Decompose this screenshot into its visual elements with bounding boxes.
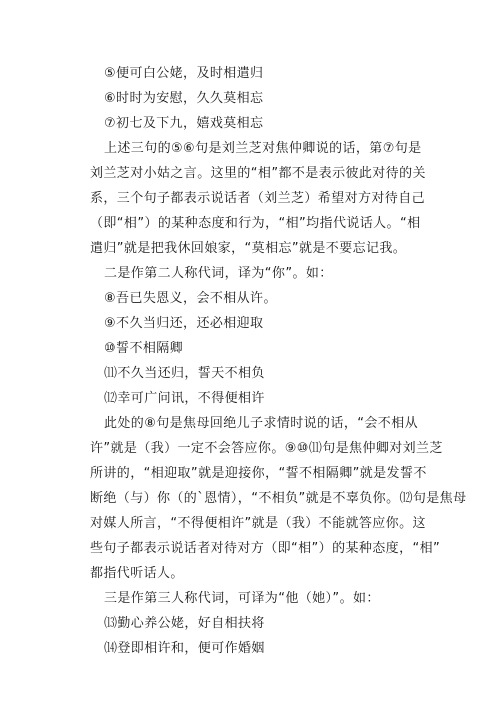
example-line-11: ⑾不久当还归，誓天不相负 <box>104 366 265 381</box>
paragraph-line: 此处的⑧句是焦母回绝儿子求情时说的话，“会不相从 <box>104 416 418 431</box>
paragraph-line: 所讲的，“相迎取”就是迎接你，“誓不相隔卿”就是发誓不 <box>90 466 427 481</box>
paragraph-line: 些句子都表示说话者对待对方（即“相”）的某种态度，“相” <box>90 541 441 556</box>
paragraph-line: 遣归”就是把我休回娘家，“莫相忘”就是不要忘记我。 <box>90 241 407 256</box>
section-heading: 二是作第二人称代词，译为“你”。如： <box>104 266 333 281</box>
example-line-5: ⑤便可白公姥，及时相遣归 <box>104 66 264 81</box>
paragraph-line: 都指代听话人。 <box>90 566 184 581</box>
paragraph-line: 断绝（与）你（的`恩情），“不相负”就是不辜负你。⑿句是焦母 <box>90 491 467 506</box>
example-line-10: ⑩誓不相隔卿 <box>104 341 184 356</box>
example-line-9: ⑨不久当归还，还必相迎取 <box>104 316 264 331</box>
paragraph-line: 许”就是（我）一定不会答应你。⑨⑩⑾句是焦仲卿对刘兰芝 <box>90 441 443 456</box>
example-line-12: ⑿幸可广问讯，不得便相许 <box>104 391 265 406</box>
section-heading: 三是作第三人称代词，可译为“他（她）”。如： <box>104 591 380 606</box>
example-line-7: ⑦初七及下九，嬉戏莫相忘 <box>104 116 264 131</box>
example-line-14: ⒁登即相许和，便可作婚姻 <box>104 641 265 656</box>
example-line-6: ⑥时时为安慰，久久莫相忘 <box>104 91 264 106</box>
paragraph-line: 系，三个句子都表示说话者（刘兰芝）希望对方对待自己 <box>90 191 426 206</box>
example-line-8: ⑧吾已失恩义，会不相从许。 <box>104 291 277 306</box>
paragraph-line: 对媒人所言，“不得便相许”就是（我）不能就答应你。这 <box>90 516 426 531</box>
paragraph-line: （即“相”）的某种态度和行为，“相”均指代说话人。“相 <box>90 216 421 231</box>
example-line-13: ⒀勤心养公姥，好自相扶将 <box>104 616 265 631</box>
paragraph-line: 刘兰芝对小姑之言。这里的“相”都不是表示彼此对待的关 <box>90 166 426 181</box>
paragraph-line: 上述三句的⑤⑥句是刘兰芝对焦仲卿说的话，第⑦句是 <box>104 141 422 156</box>
